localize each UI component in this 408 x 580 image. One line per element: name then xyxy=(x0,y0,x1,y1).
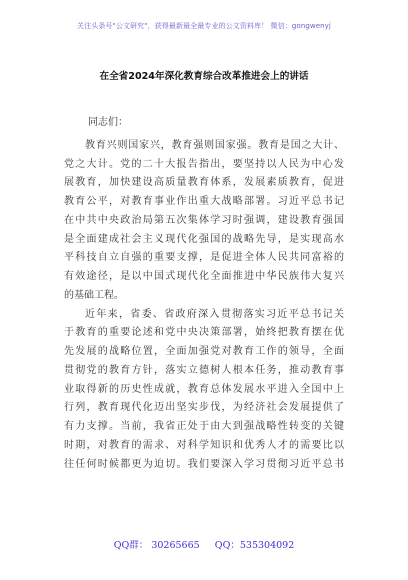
paragraph-line: 在中共中央政治局第五次集体学习时强调，建设教育强国 xyxy=(64,214,344,226)
paragraph xyxy=(64,137,344,306)
paragraph-line: 于教育的重要论述和党中央决策部署，始终把教育摆在优 xyxy=(64,327,344,339)
paragraph-line: 贯彻党的教育方针，落实立德树人根本任务，推动教育事 xyxy=(64,364,344,376)
paragraph-container xyxy=(64,137,344,475)
paragraph-line: 党之大计。党的二十大报告指出，要坚持以人民为中心发 xyxy=(64,158,344,170)
paragraph-line: 行列，教育现代化迈出坚实步伐，为经济社会发展提供了 xyxy=(64,402,344,414)
paragraph-line: 平科技自立自强的重要支撑，是促进全体人民共同富裕的 xyxy=(64,252,344,264)
paragraph-line: 业取得新的历史性成就，教育总体发展水平进入全国中上 xyxy=(64,383,344,395)
header-banner: 关注头条号"公文研究"，获得最新最全最专业的公文资料库！ 微信：gongwenyj xyxy=(77,22,331,30)
document-body xyxy=(64,114,344,474)
paragraph-line: 教育兴则国家兴，教育强则国家强。教育是国之大计、 xyxy=(85,139,344,151)
paragraph-line: 先发展的战略位置，全面加强党对教育工作的领导，全面 xyxy=(64,346,344,357)
paragraph xyxy=(64,306,344,475)
paragraph-line: 有力支撑。当前，我省正处于由大到强战略性转变的关键 xyxy=(64,421,344,432)
document-title: 在全省2024年深化教育综合改革推进会上的讲话 xyxy=(99,71,309,82)
paragraph-line: 教育公平，对教育事业作出重大战略部署。习近平总书记 xyxy=(64,196,344,207)
paragraph-line: 往任何时候都更为迫切。我们要深入学习贯彻习近平总书 xyxy=(64,458,344,470)
paragraph-line: 有效途径，是以中国式现代化全面推进中华民族伟大复兴 xyxy=(64,271,344,282)
paragraph-line: 时期，对教育的需求、对科学知识和优秀人才的需要比以 xyxy=(64,439,344,451)
footer-contact: QQ群： 30265665 QQ：535304092 xyxy=(113,540,295,551)
paragraph-line: 的基础工程。 xyxy=(64,289,124,301)
salutation: 同志们： xyxy=(88,117,128,128)
paragraph-line: 近年来，省委、省政府深入贯彻落实习近平总书记关 xyxy=(85,308,344,320)
paragraph-line: 展教育，加快建设高质量教育体系，发展素质教育，促进 xyxy=(64,177,344,189)
paragraph-line: 是全面建成社会主义现代化强国的战略先导，是实现高水 xyxy=(64,233,344,245)
